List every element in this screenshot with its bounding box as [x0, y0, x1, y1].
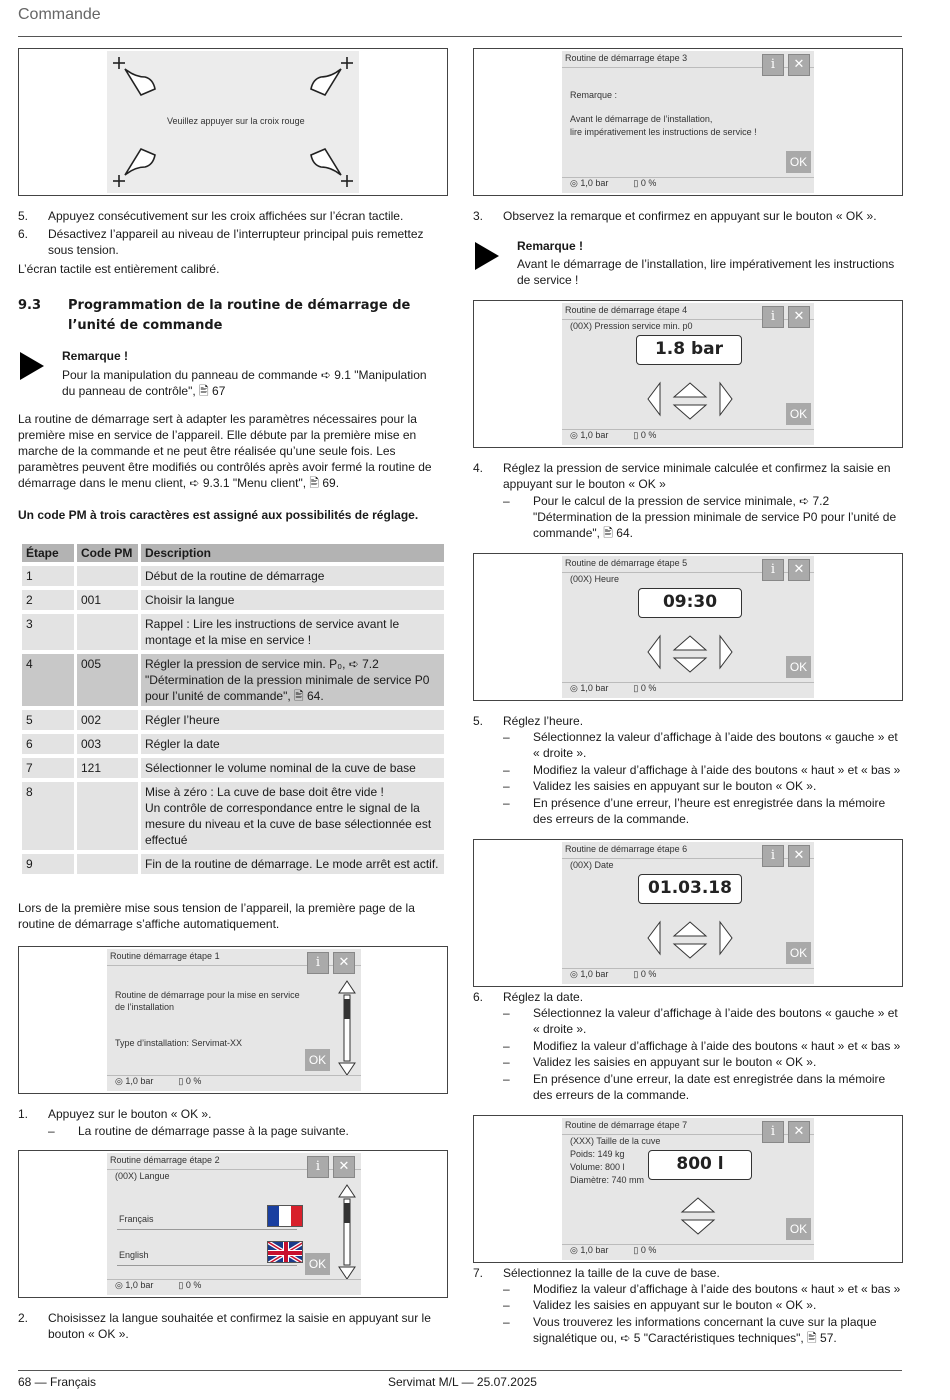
step-subtext[interactable]: Vous trouverez les informations concernant la cuve sur la plaque signalétique ou, ➪ 5 "Caractéristiques techniques", 🖹 57. [533, 1315, 877, 1345]
table-cell [74, 566, 138, 586]
screen-title: Routine démarrage étape 1 [110, 951, 220, 961]
close-button[interactable]: ✕ [333, 1156, 355, 1178]
table-cell: 3 [22, 614, 74, 650]
screen-title: Routine de démarrage étape 6 [565, 844, 688, 854]
step-text: Appuyez sur le bouton « OK ». [48, 1107, 212, 1121]
ok-button[interactable]: OK [305, 1049, 330, 1071]
step-subtext: Validez les saisies en appuyant sur le bouton « OK ». [533, 1298, 817, 1312]
step-text: Réglez l’heure. [503, 714, 584, 728]
tank-diameter: Diamètre: 740 mm [570, 1175, 645, 1185]
screen-subtitle: (00X) Langue [115, 1171, 170, 1181]
intro-paragraph: La routine de démarrage sert à adapter les paramètres nécessaires pour la première mise en service de l’appareil. Elle débute par la première mise en marche de la commande et ne peut être réalisée qu’une seule fois. Les paramètres peuvent être modifiés ou contrôlés après avoir fermé la routine de démarrage dans le menu client, ➪ 9.3.1 "Menu client", 🖹 69. [18, 412, 432, 490]
level-value: 0 % [640, 178, 657, 188]
screen-figure-5 [473, 553, 903, 701]
pressure-icon: ◎ [570, 969, 578, 979]
document-reference: Servimat M/L — 25.07.2025 [388, 1375, 537, 1389]
step-number: 1. [18, 1107, 29, 1121]
screen-figure-4 [473, 300, 903, 448]
table-cell: 9 [22, 854, 74, 874]
level-icon: ▯ [633, 1245, 639, 1255]
screen-subtitle: (00X) Pression service min. p0 [570, 321, 693, 331]
screen-text: Remarque : [570, 90, 618, 100]
close-button[interactable]: ✕ [788, 306, 810, 328]
language-option-french[interactable]: Français [119, 1214, 154, 1224]
note-arrow-icon [475, 242, 499, 270]
pressure-icon: ◎ [570, 1245, 578, 1255]
step-subtext: Validez les saisies en appuyant sur le bouton « OK ». [533, 779, 817, 793]
step-number: 3. [473, 209, 484, 223]
table-cell: Rappel : Lire les instructions de service avant le montage et la mise en service ! [138, 614, 444, 650]
close-button[interactable]: ✕ [788, 559, 810, 581]
level-icon: ▯ [178, 1280, 184, 1290]
step-subtext: Modifiez la valeur d’affichage à l’aide des boutons « haut » et « bas » [533, 763, 901, 777]
close-button[interactable]: ✕ [333, 952, 355, 974]
dash: – [503, 1039, 510, 1053]
table-cell: 121 [74, 758, 138, 778]
navigation-arrows[interactable] [646, 918, 766, 966]
close-button[interactable]: ✕ [788, 54, 810, 76]
table-header-row [22, 544, 444, 562]
table-cell: 7 [22, 758, 74, 778]
screen-text: Routine de démarrage pour la mise en service [115, 990, 300, 1000]
table-cell [138, 782, 444, 850]
screen-step2 [107, 1153, 361, 1295]
pressure-value: 1,0 bar [580, 683, 609, 693]
step-number: 5. [473, 714, 484, 728]
ok-button[interactable]: OK [786, 151, 811, 173]
screen-footer [115, 1280, 201, 1291]
calibration-text: Veuillez appuyer sur la croix rouge [167, 116, 305, 126]
dash: – [503, 1315, 510, 1329]
step-text: Observez la remarque et confirmez en appuyant sur le bouton « OK ». [503, 209, 877, 223]
column-header: Code PM [74, 544, 138, 562]
screen-footer [570, 1245, 656, 1256]
time-value-display: 09:30 [638, 588, 742, 618]
cell-line: Un contrôle de correspondance entre le signal de la mesure du niveau et la cuve de base sélectionnée est effectué [145, 801, 432, 847]
level-value: 0 % [185, 1076, 202, 1086]
dash: – [503, 796, 510, 810]
table-cell: 2 [22, 590, 74, 610]
cell-line: Mise à zéro : La cuve de base doit être vide ! [145, 785, 384, 799]
dash: – [503, 779, 510, 793]
step-number: 5. [18, 209, 29, 223]
dash: – [503, 730, 510, 744]
level-icon: ▯ [633, 430, 639, 440]
up-down-arrows[interactable] [676, 1194, 746, 1242]
step-text: Appuyez consécutivement sur les croix affichées sur l’écran tactile. [48, 209, 404, 223]
ok-button[interactable]: OK [786, 1218, 811, 1240]
table-cell [74, 782, 138, 850]
section-title: Programmation de la routine de démarrage de l’unité de commande [68, 298, 411, 333]
level-value: 0 % [640, 430, 657, 440]
screen-figure-6 [473, 839, 903, 987]
level-value: 0 % [640, 1245, 657, 1255]
tank-weight: Poids: 149 kg [570, 1149, 625, 1159]
column-header: Étape [22, 544, 74, 562]
screen-step7 [562, 1118, 814, 1260]
dash: – [503, 494, 510, 508]
info-button[interactable]: i [307, 952, 329, 974]
pressure-icon: ◎ [115, 1280, 123, 1290]
navigation-arrows[interactable] [646, 379, 766, 427]
table-row [22, 566, 444, 586]
screen-subtitle: (00X) Heure [570, 574, 620, 584]
dash: – [503, 1282, 510, 1296]
note-arrow-icon [20, 352, 44, 380]
table-row [22, 782, 444, 850]
table-cell: Sélectionner le volume nominal de la cuve de base [138, 758, 444, 778]
info-button[interactable]: i [307, 1156, 329, 1178]
table-row [22, 734, 444, 754]
header-divider [18, 36, 902, 37]
step-subtext: Sélectionnez la valeur d’affichage à l’aide des boutons « gauche » et « droite ». [533, 730, 898, 760]
table-cell: Régler l’heure [138, 710, 444, 730]
screen-text: de l’installation [115, 1002, 175, 1012]
step-subtext[interactable]: Pour le calcul de la pression de service minimale, ➪ 7.2 "Détermination de la pression minimale de service P0 pour l’unité de commande", 🖹 64. [533, 494, 897, 540]
table-cell: Fin de la routine de démarrage. Le mode arrêt est actif. [138, 854, 444, 874]
screen-footer [570, 683, 656, 694]
dash: – [48, 1124, 55, 1138]
close-button[interactable]: ✕ [788, 845, 810, 867]
close-button[interactable]: ✕ [788, 1121, 810, 1143]
screen-title: Routine de démarrage étape 5 [565, 558, 688, 568]
note-title: Remarque ! [517, 239, 584, 253]
level-value: 0 % [640, 969, 657, 979]
table-cell: Régler la date [138, 734, 444, 754]
step-subtext: La routine de démarrage passe à la page suivante. [78, 1124, 349, 1138]
pressure-value-display: 1.8 bar [636, 335, 742, 365]
screen-footer [570, 969, 656, 980]
screen-text: lire impérativement les instructions de service ! [570, 127, 757, 137]
step-number: 2. [18, 1311, 29, 1325]
dash: – [503, 1072, 510, 1086]
pm-note: Un code PM à trois caractères est assigné aux possibilités de réglage. [18, 508, 419, 522]
table-cell [74, 614, 138, 650]
table-cell: 002 [74, 710, 138, 730]
screen-subtitle: (00X) Date [570, 860, 614, 870]
info-button[interactable]: i [762, 845, 784, 867]
pressure-value: 1,0 bar [580, 969, 609, 979]
pressure-value: 1,0 bar [125, 1280, 154, 1290]
screen-step1 [107, 949, 361, 1091]
pressure-icon: ◎ [570, 683, 578, 693]
table-cell: 6 [22, 734, 74, 754]
screen-title: Routine démarrage étape 2 [110, 1155, 220, 1165]
table-cell: Début de la routine de démarrage [138, 566, 444, 586]
step-text: Sélectionnez la taille de la cuve de base. [503, 1266, 720, 1280]
pressure-value: 1,0 bar [580, 430, 609, 440]
uk-flag-icon [267, 1241, 303, 1263]
table-cell: Choisir la langue [138, 590, 444, 610]
step-subtext: Validez les saisies en appuyant sur le bouton « OK ». [533, 1055, 817, 1069]
step-number: 7. [473, 1266, 484, 1280]
language-option-english[interactable]: English [119, 1250, 149, 1260]
screen-figure-7 [473, 1115, 903, 1263]
table-row [22, 758, 444, 778]
first-power-text: Lors de la première mise sous tension de l’appareil, la première page de la routine de démarrage s’affiche automatiquement. [18, 901, 415, 931]
screen-text: Avant le démarrage de l’installation, [570, 114, 713, 124]
pressure-value: 1,0 bar [125, 1076, 154, 1086]
section-number: 9.3 [18, 298, 42, 313]
screen-footer [570, 430, 656, 441]
screen-subtitle: (XXX) Taille de la cuve [570, 1136, 661, 1146]
table-cell: 5 [22, 710, 74, 730]
table-cell [74, 854, 138, 874]
pressure-value: 1,0 bar [580, 178, 609, 188]
calibration-done-text: L’écran tactile est entièrement calibré. [18, 262, 220, 276]
screen-step6 [562, 842, 814, 984]
footer-divider [18, 1370, 902, 1371]
info-button[interactable]: i [762, 306, 784, 328]
table-cell: 4 [22, 654, 74, 706]
screen-text: Type d’installation: Servimat-XX [115, 1038, 243, 1048]
step-text: Réglez la pression de service minimale calculée et confirmez la saisie en appuyant sur le bouton « OK » [503, 461, 891, 491]
step-text: Réglez la date. [503, 990, 584, 1004]
info-button[interactable]: i [762, 559, 784, 581]
step-text: Choisissez la langue souhaitée et confirmez la saisie en appuyant sur le bouton « OK ». [48, 1311, 431, 1341]
screen-title: Routine de démarrage étape 7 [565, 1120, 688, 1130]
step-subtext: En présence d’une erreur, l’heure est enregistrée dans la mémoire des erreurs de la commande. [533, 796, 886, 826]
scrollbar[interactable] [337, 1183, 357, 1281]
table-row [22, 654, 444, 706]
step-number: 6. [473, 990, 484, 1004]
pressure-icon: ◎ [115, 1076, 123, 1086]
table-row [22, 590, 444, 610]
ok-button[interactable]: OK [786, 656, 811, 678]
screen-title: Routine de démarrage étape 4 [565, 305, 688, 315]
screen-title: Routine de démarrage étape 3 [565, 53, 688, 63]
ok-button[interactable]: OK [305, 1253, 330, 1275]
note-text: Avant le démarrage de l’installation, lire impérativement les instructions de service ! [517, 257, 895, 287]
screen-footer [570, 178, 656, 189]
info-button[interactable]: i [762, 54, 784, 76]
table-cell: 005 [74, 654, 138, 706]
step-subtext: Sélectionnez la valeur d’affichage à l’aide des boutons « gauche » et « droite ». [533, 1006, 898, 1036]
screen-footer [115, 1076, 201, 1087]
screen-step4 [562, 303, 814, 445]
level-value: 0 % [185, 1280, 202, 1290]
calibration-figure [18, 48, 448, 196]
level-icon: ▯ [178, 1076, 184, 1086]
screen-step3 [562, 51, 814, 193]
dash: – [503, 1055, 510, 1069]
step-number: 4. [473, 461, 484, 475]
page-header: Commande [18, 6, 101, 23]
note-title: Remarque ! [62, 349, 129, 363]
column-header: Description [138, 544, 444, 562]
calibration-screen [107, 51, 359, 193]
pressure-value: 1,0 bar [580, 1245, 609, 1255]
ok-button[interactable]: OK [786, 942, 811, 964]
screen-figure-3 [473, 48, 903, 196]
pressure-icon: ◎ [570, 430, 578, 440]
tank-volume: Volume: 800 l [570, 1162, 625, 1172]
step-text: Désactivez l’appareil au niveau de l’interrupteur principal puis remettez sous tension. [48, 227, 424, 257]
table-row [22, 854, 444, 874]
routine-table [22, 540, 444, 878]
info-button[interactable]: i [762, 1121, 784, 1143]
step-subtext: En présence d’une erreur, la date est enregistrée dans la mémoire des erreurs de la commande. [533, 1072, 886, 1102]
page-number: 68 — Français [18, 1375, 97, 1389]
table-cell: Régler la pression de service min. P₀, ➪ 7.2 "Détermination de la pression minimale de service P0 pour l’unité de commande", 🖹 64. [138, 654, 444, 706]
scrollbar[interactable] [337, 979, 357, 1077]
french-flag-icon [267, 1205, 303, 1227]
ok-button[interactable]: OK [786, 403, 811, 425]
tank-size-display: 800 l [648, 1150, 752, 1180]
table-cell: 1 [22, 566, 74, 586]
note-text[interactable]: Pour la manipulation du panneau de commande ➪ 9.1 "Manipulation du panneau de contrôle", 🖹 67 [62, 368, 427, 398]
pressure-icon: ◎ [570, 178, 578, 188]
level-icon: ▯ [633, 178, 639, 188]
table-cell: 8 [22, 782, 74, 850]
table-row [22, 614, 444, 650]
dash: – [503, 1298, 510, 1312]
dash: – [503, 1006, 510, 1020]
date-value-display: 01.03.18 [638, 874, 742, 904]
step-subtext: Modifiez la valeur d’affichage à l’aide des boutons « haut » et « bas » [533, 1282, 901, 1296]
step-number: 6. [18, 227, 29, 241]
table-cell: 001 [74, 590, 138, 610]
level-icon: ▯ [633, 683, 639, 693]
step-subtext: Modifiez la valeur d’affichage à l’aide des boutons « haut » et « bas » [533, 1039, 901, 1053]
table-cell: 003 [74, 734, 138, 754]
level-icon: ▯ [633, 969, 639, 979]
dash: – [503, 763, 510, 777]
screen-figure-1 [18, 946, 448, 1094]
screen-figure-2 [18, 1150, 448, 1298]
screen-step5 [562, 556, 814, 698]
table-row [22, 710, 444, 730]
level-value: 0 % [640, 683, 657, 693]
navigation-arrows[interactable] [646, 632, 766, 680]
